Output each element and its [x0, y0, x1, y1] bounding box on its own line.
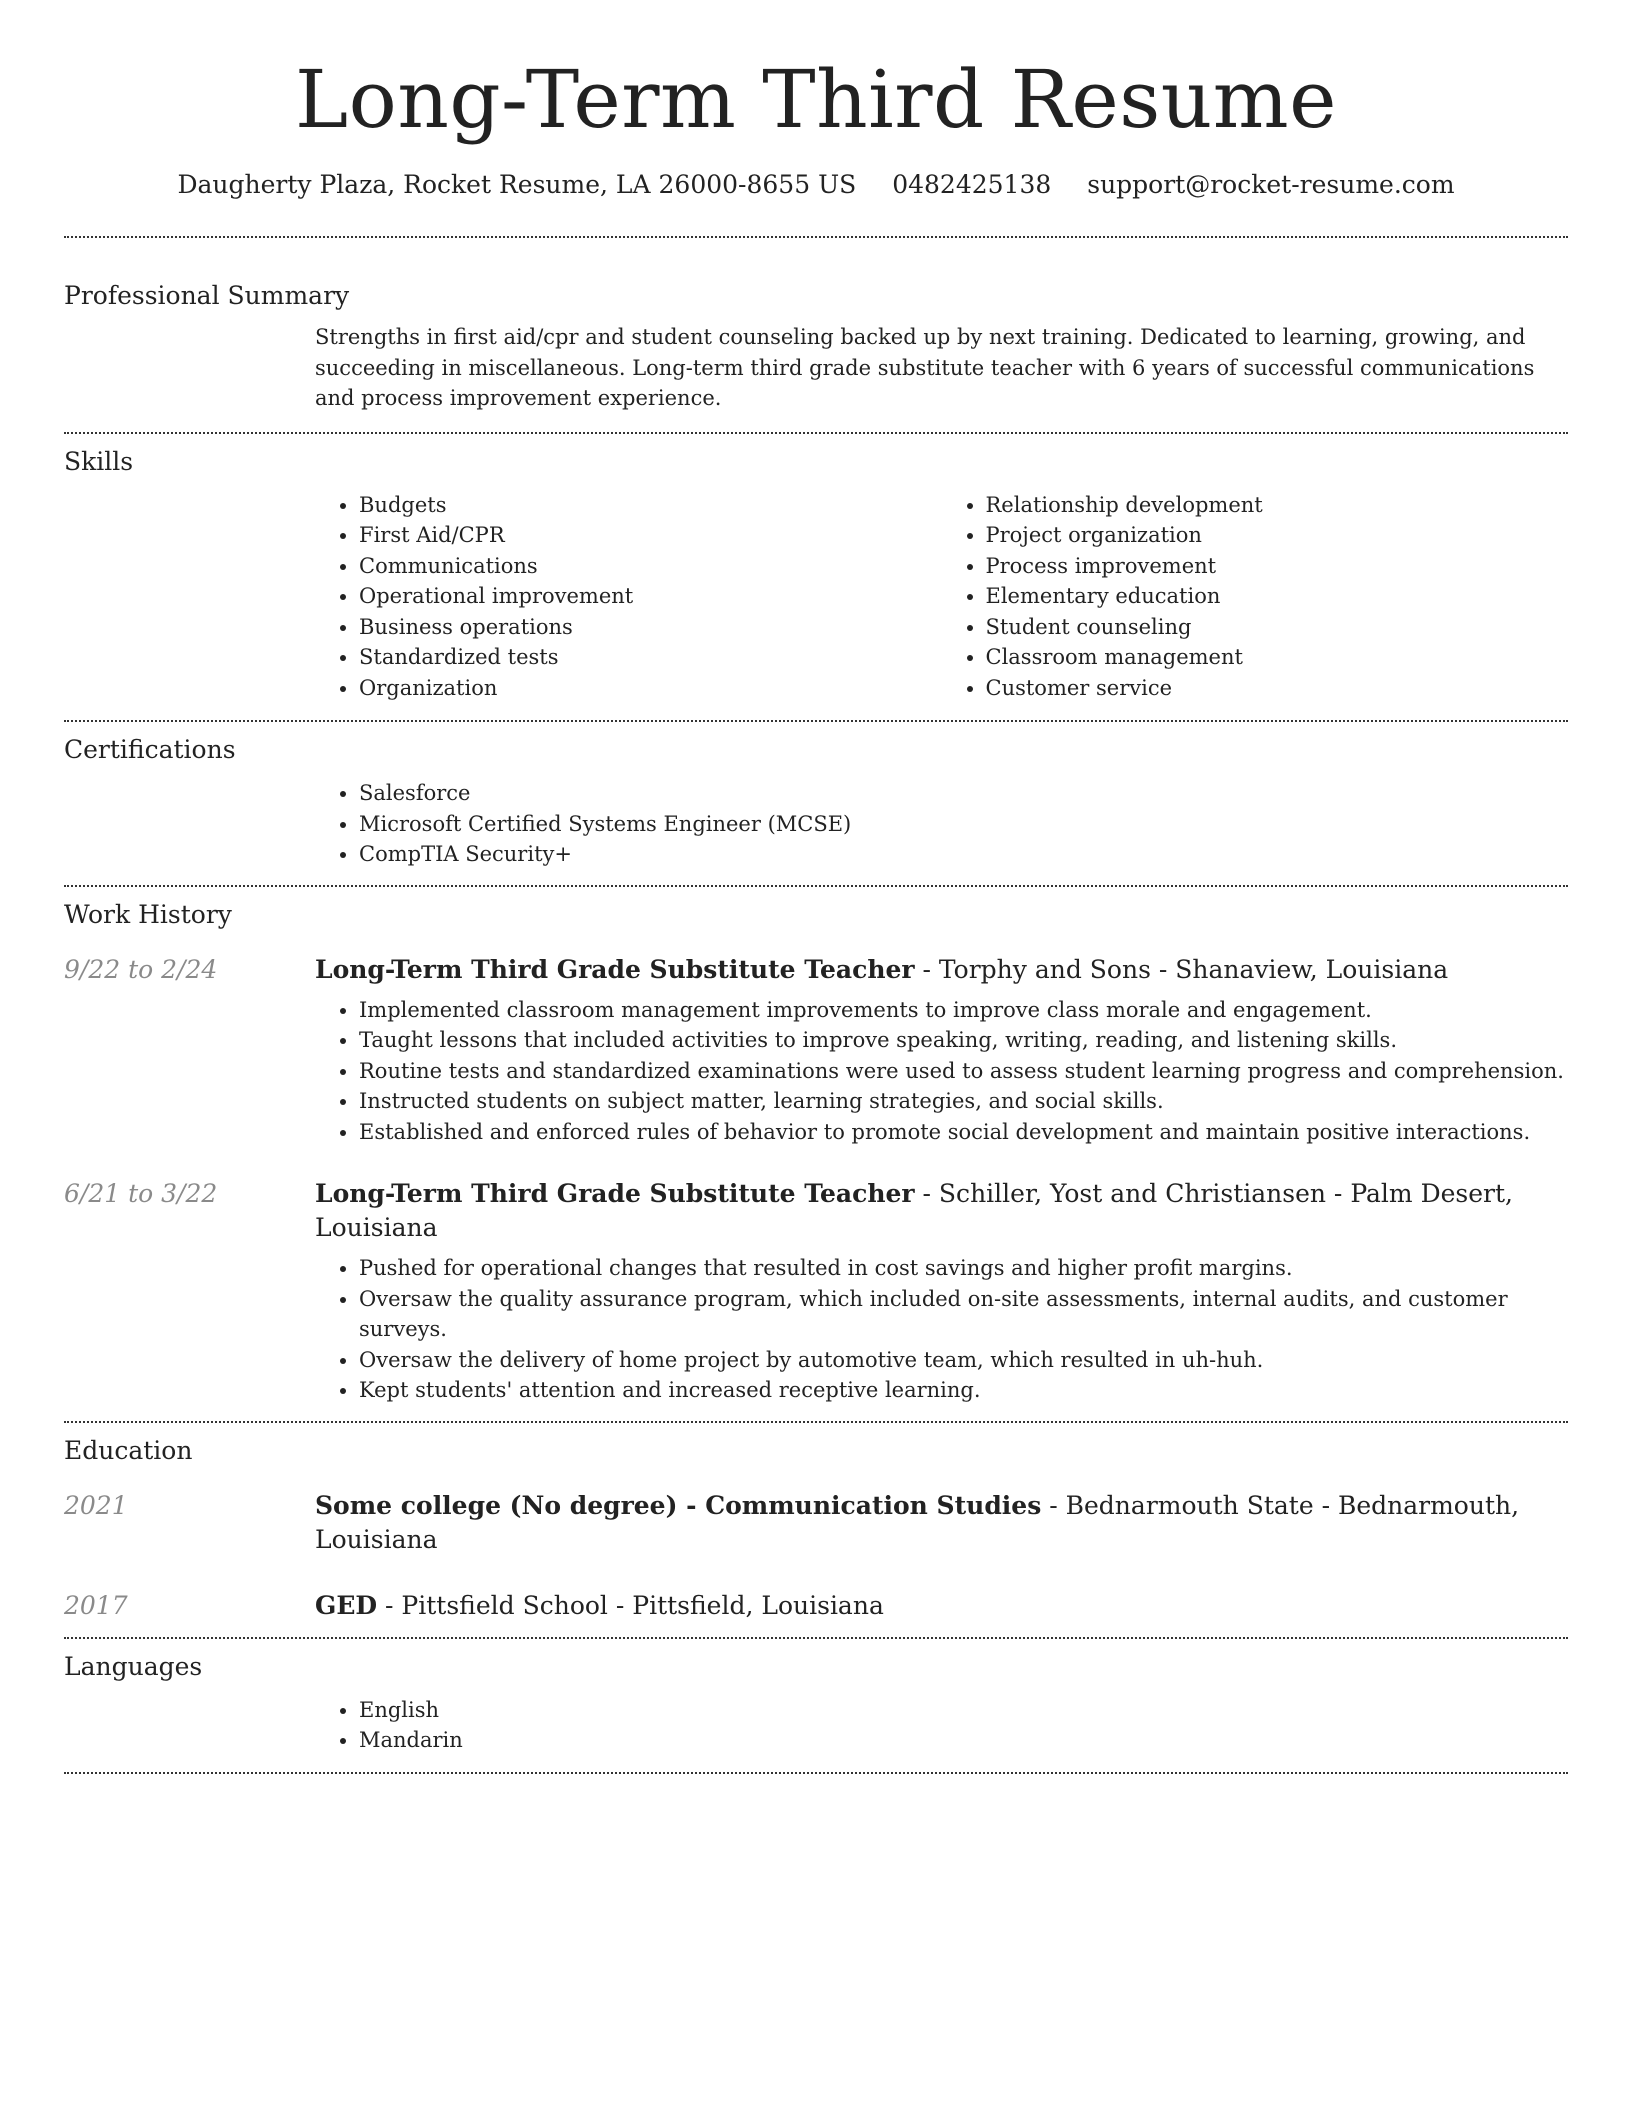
languages-list: [315, 1695, 1568, 1756]
education-school: - Bednarmouth State - Bednarmouth, Louisiana: [315, 1490, 1520, 1554]
language-item: • Mandarin: [359, 1725, 1568, 1756]
job-bullet: • Oversaw the delivery of home project by automotive team, which resulted in uh-huh.: [359, 1345, 1568, 1376]
education-heading: [315, 1589, 884, 1623]
job-bullet: • Taught lessons that included activities to improve speaking, writing, reading, and listening skills.: [359, 1025, 1568, 1056]
certification-item: • Microsoft Certified Systems Engineer (MCSE): [359, 809, 1568, 840]
education-year: 2021: [64, 1490, 128, 1520]
skills-list-right: [942, 490, 1569, 704]
divider: [64, 1772, 1568, 1774]
skills-section: [64, 434, 1568, 721]
education-entry: [64, 1489, 1568, 1557]
education-section: [64, 1423, 1568, 1637]
job-bullet: • Implemented classroom management improvements to improve class morale and engagement.: [359, 995, 1568, 1026]
job-employer: - Torphy and Sons - Shanaview, Louisiana: [914, 954, 1449, 984]
job-title: Long-Term Third Grade Substitute Teacher: [315, 954, 915, 984]
section-title-certifications: Certifications: [64, 735, 236, 764]
skill-item: • Communications: [359, 551, 942, 582]
section-title-education: Education: [64, 1435, 193, 1465]
section-title-languages: Languages: [64, 1651, 203, 1681]
skill-item: • Classroom management: [986, 642, 1569, 673]
resume-page: [64, 0, 1568, 1774]
certifications-list: [315, 778, 1568, 870]
job-bullet: • Established and enforced rules of behavior to promote social development and maintain positive interactions.: [359, 1117, 1568, 1148]
education-school: - Pittsfield School - Pittsfield, Louisiana: [377, 1590, 884, 1620]
language-item: • English: [359, 1695, 1568, 1726]
education-year: 2017: [64, 1590, 128, 1620]
email: support@rocket-resume.com: [1087, 170, 1455, 199]
phone: 0482425138: [892, 170, 1052, 199]
job-bullets: [315, 995, 1568, 1148]
skill-item: • Operational improvement: [359, 581, 942, 612]
work-history-section: [64, 887, 1568, 1421]
languages-section: [64, 1639, 1568, 1772]
job-bullet: • Routine tests and standardized examinations were used to assess student learning progress and comprehension.: [359, 1056, 1568, 1087]
skill-item: • Project organization: [986, 520, 1569, 551]
skill-item: • First Aid/CPR: [359, 520, 942, 551]
certification-item: • CompTIA Security+: [359, 839, 1568, 870]
job-heading: [315, 953, 1448, 987]
job-bullet: • Oversaw the quality assurance program, which included on-site assessments, internal audits, and customer surveys.: [359, 1284, 1568, 1345]
skill-item: • Process improvement: [986, 551, 1569, 582]
job-entry: [64, 1177, 1568, 1406]
skill-item: • Organization: [359, 673, 942, 704]
job-bullet: • Instructed students on subject matter, learning strategies, and social skills.: [359, 1086, 1568, 1117]
job-employer: - Schiller, Yost and Christiansen - Palm Desert, Louisiana: [315, 1179, 1513, 1242]
job-bullets: [315, 1253, 1568, 1406]
education-degree: GED: [315, 1590, 378, 1620]
job-dates: 9/22 to 2/24: [64, 954, 218, 984]
summary-text: Strengths in first aid/cpr and student counseling backed up by next training. Dedicated to learning, growing, and succeeding in miscellaneous. Long-term third grade substitute teacher with 6 years of successful communications and process improvement experience.: [315, 325, 1535, 410]
job-title: Long-Term Third Grade Substitute Teacher: [315, 1179, 915, 1208]
job-heading: [315, 1177, 1568, 1245]
section-title-summary: Professional Summary: [64, 281, 350, 310]
section-title-skills: Skills: [64, 446, 134, 476]
address: Daugherty Plaza, Rocket Resume, LA 26000-8655 US: [177, 170, 857, 199]
skill-item: • Business operations: [359, 612, 942, 643]
skill-item: • Standardized tests: [359, 642, 942, 673]
job-bullet: • Kept students' attention and increased receptive learning.: [359, 1375, 1568, 1406]
skill-item: • Relationship development: [986, 490, 1569, 521]
summary-section: [64, 238, 1568, 432]
skill-item: • Elementary education: [986, 581, 1569, 612]
job-bullet: • Pushed for operational changes that resulted in cost savings and higher profit margins.: [359, 1253, 1568, 1284]
skill-item: • Customer service: [986, 673, 1569, 704]
job-entry: [64, 953, 1568, 1148]
certification-item: • Salesforce: [359, 778, 1568, 809]
section-title-work-history: Work History: [64, 899, 232, 929]
contact-line: [64, 168, 1568, 202]
resume-name: Long-Term Third Resume: [295, 53, 1337, 146]
skill-item: • Student counseling: [986, 612, 1569, 643]
skill-item: • Budgets: [359, 490, 942, 521]
education-degree: Some college (No degree) - Communication Studies: [315, 1490, 1042, 1520]
certifications-section: [64, 722, 1568, 885]
education-entry: [64, 1589, 1568, 1623]
skills-list-left: [315, 490, 942, 704]
education-heading: [315, 1489, 1568, 1557]
job-dates: 6/21 to 3/22: [64, 1179, 218, 1208]
